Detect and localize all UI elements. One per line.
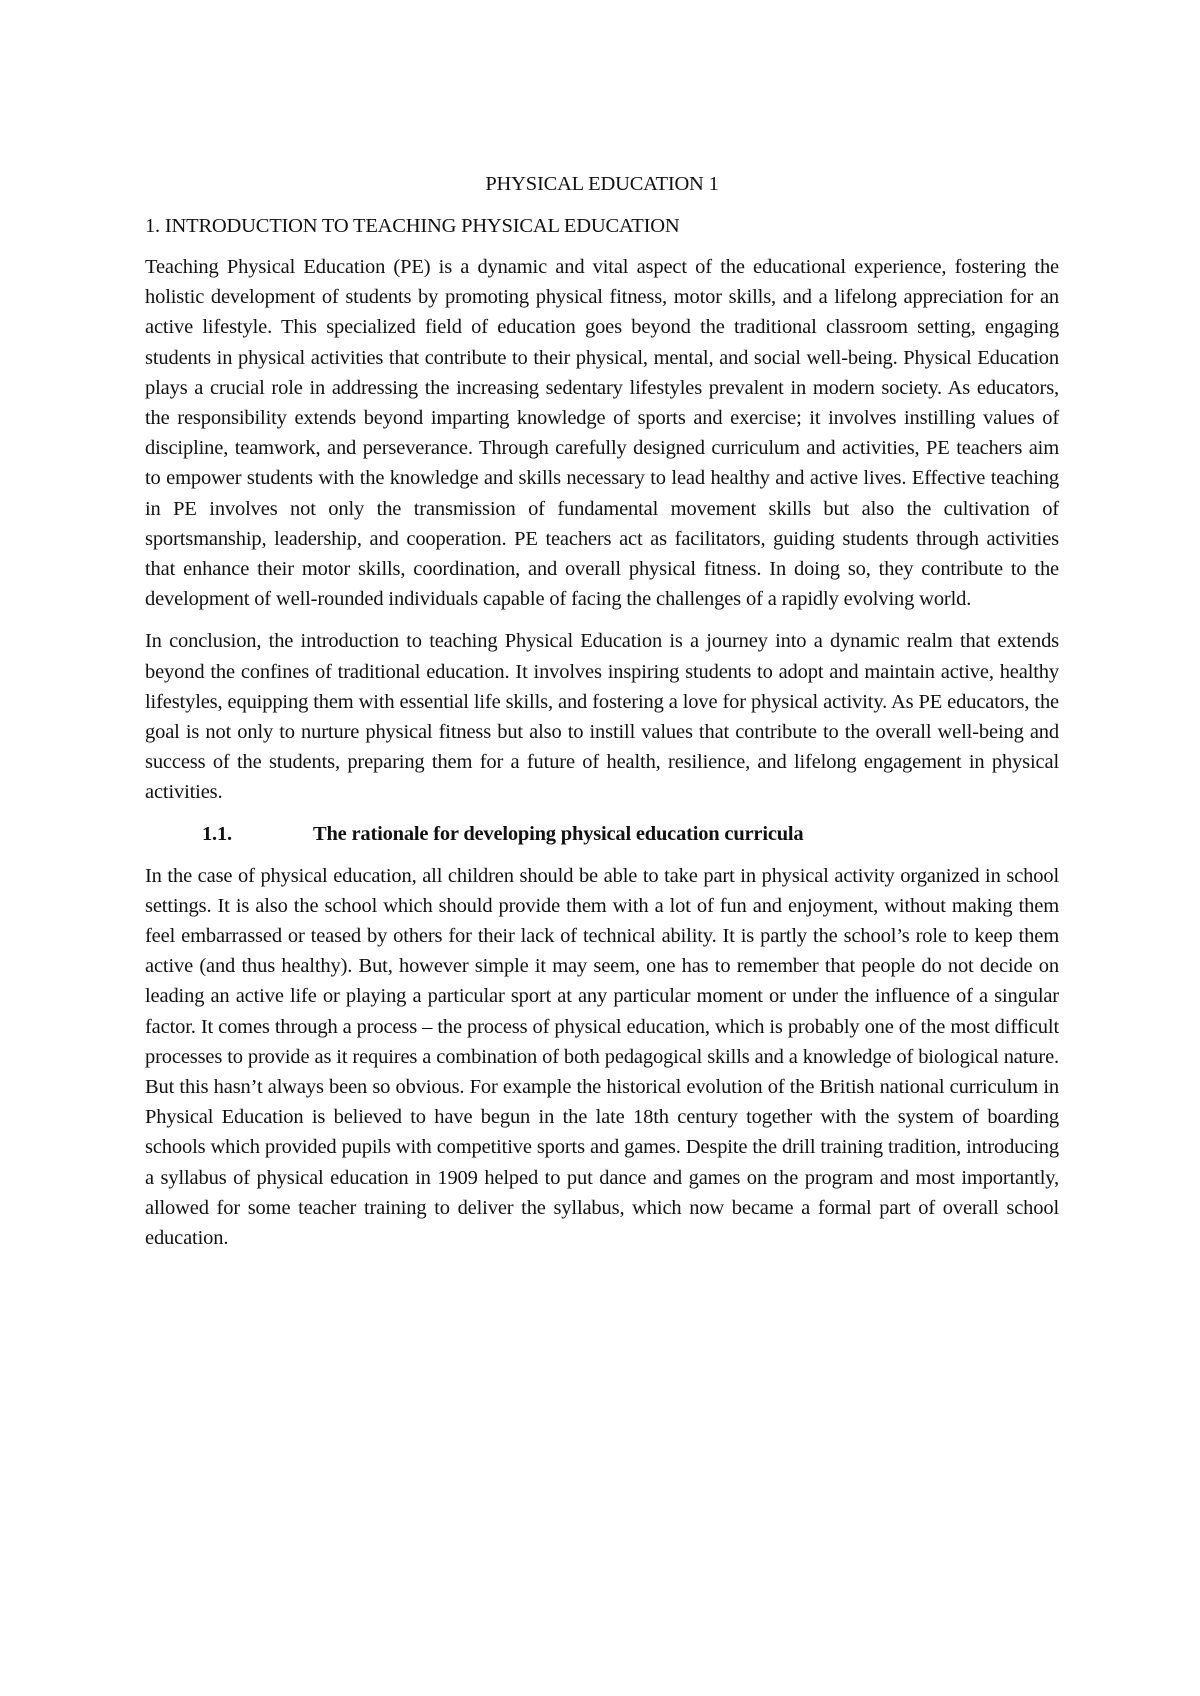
rationale-paragraph: In the case of physical education, all children should be able to take part in physical activity organized in school settings. It is also the school which should provide them with a lot of fun and enjoyment, without making them feel embarrassed or teased by others for their lack of technical ability. It is partly the school’s role to keep them active (and thus healthy). But, however simple it may seem, one has to remember that people do not decide on leading an active life or playing a particular sport at any particular moment or under the influence of a singular factor. It comes through a process – the process of physical education, which is probably one of the most difficult processes to provide as it requires a combination of both pedagogical skills and a knowledge of biological nature. But this hasn’t always been so obvious. For example the historical evolution of the British national curriculum in Physical Education is believed to have begun in the late 18th century together with the system of boarding schools which provided pupils with competitive sports and games. Despite the drill training tradition, introducing a syllabus of physical education in 1909 helped to put dance and games on the program and most importantly, allowed for some teacher training to deliver the syllabus, which now became a formal part of overall school education. [145, 864, 1059, 1250]
document-page [145, 0, 1059, 1253]
section-heading: 1. INTRODUCTION TO TEACHING PHYSICAL EDUCATION [145, 215, 680, 237]
document-title: PHYSICAL EDUCATION 1 [485, 173, 719, 195]
subsection-number: 1.1. [202, 822, 232, 845]
intro-paragraph: Teaching Physical Education (PE) is a dynamic and vital aspect of the educational experience, fostering the holistic development of students by promoting physical fitness, motor skills, and a lifelong appreciation for an active lifestyle. This specialized field of education goes beyond the traditional classroom setting, engaging students in physical activities that contribute to their physical, mental, and social well-being. Physical Education plays a crucial role in addressing the increasing sedentary lifestyles prevalent in modern society. As educators, the responsibility extends beyond imparting knowledge of sports and exercise; it involves instilling values of discipline, teamwork, and perseverance. Through carefully designed curriculum and activities, PE teachers aim to empower students with the knowledge and skills necessary to lead healthy and active lives. Effective teaching in PE involves not only the transmission of fundamental movement skills but also the cultivation of sportsmanship, leadership, and cooperation. PE teachers act as facilitators, guiding students through activities that enhance their motor skills, coordination, and overall physical fitness. In doing so, they contribute to the development of well-rounded individuals capable of facing the challenges of a rapidly evolving world. [145, 256, 1059, 611]
conclusion-paragraph: In conclusion, the introduction to teaching Physical Education is a journey into a dynamic realm that extends beyond the confines of traditional education. It involves inspiring students to adopt and maintain active, healthy lifestyles, equipping them with essential life skills, and fostering a love for physical activity. As PE educators, the goal is not only to nurture physical fitness but also to instill values that contribute to the overall well-being and success of the students, preparing them for a future of health, resilience, and lifelong engagement in physical activities. [145, 630, 1059, 804]
subsection-title: The rationale for developing physical education curricula [313, 822, 804, 845]
subsection-heading [145, 821, 1059, 847]
